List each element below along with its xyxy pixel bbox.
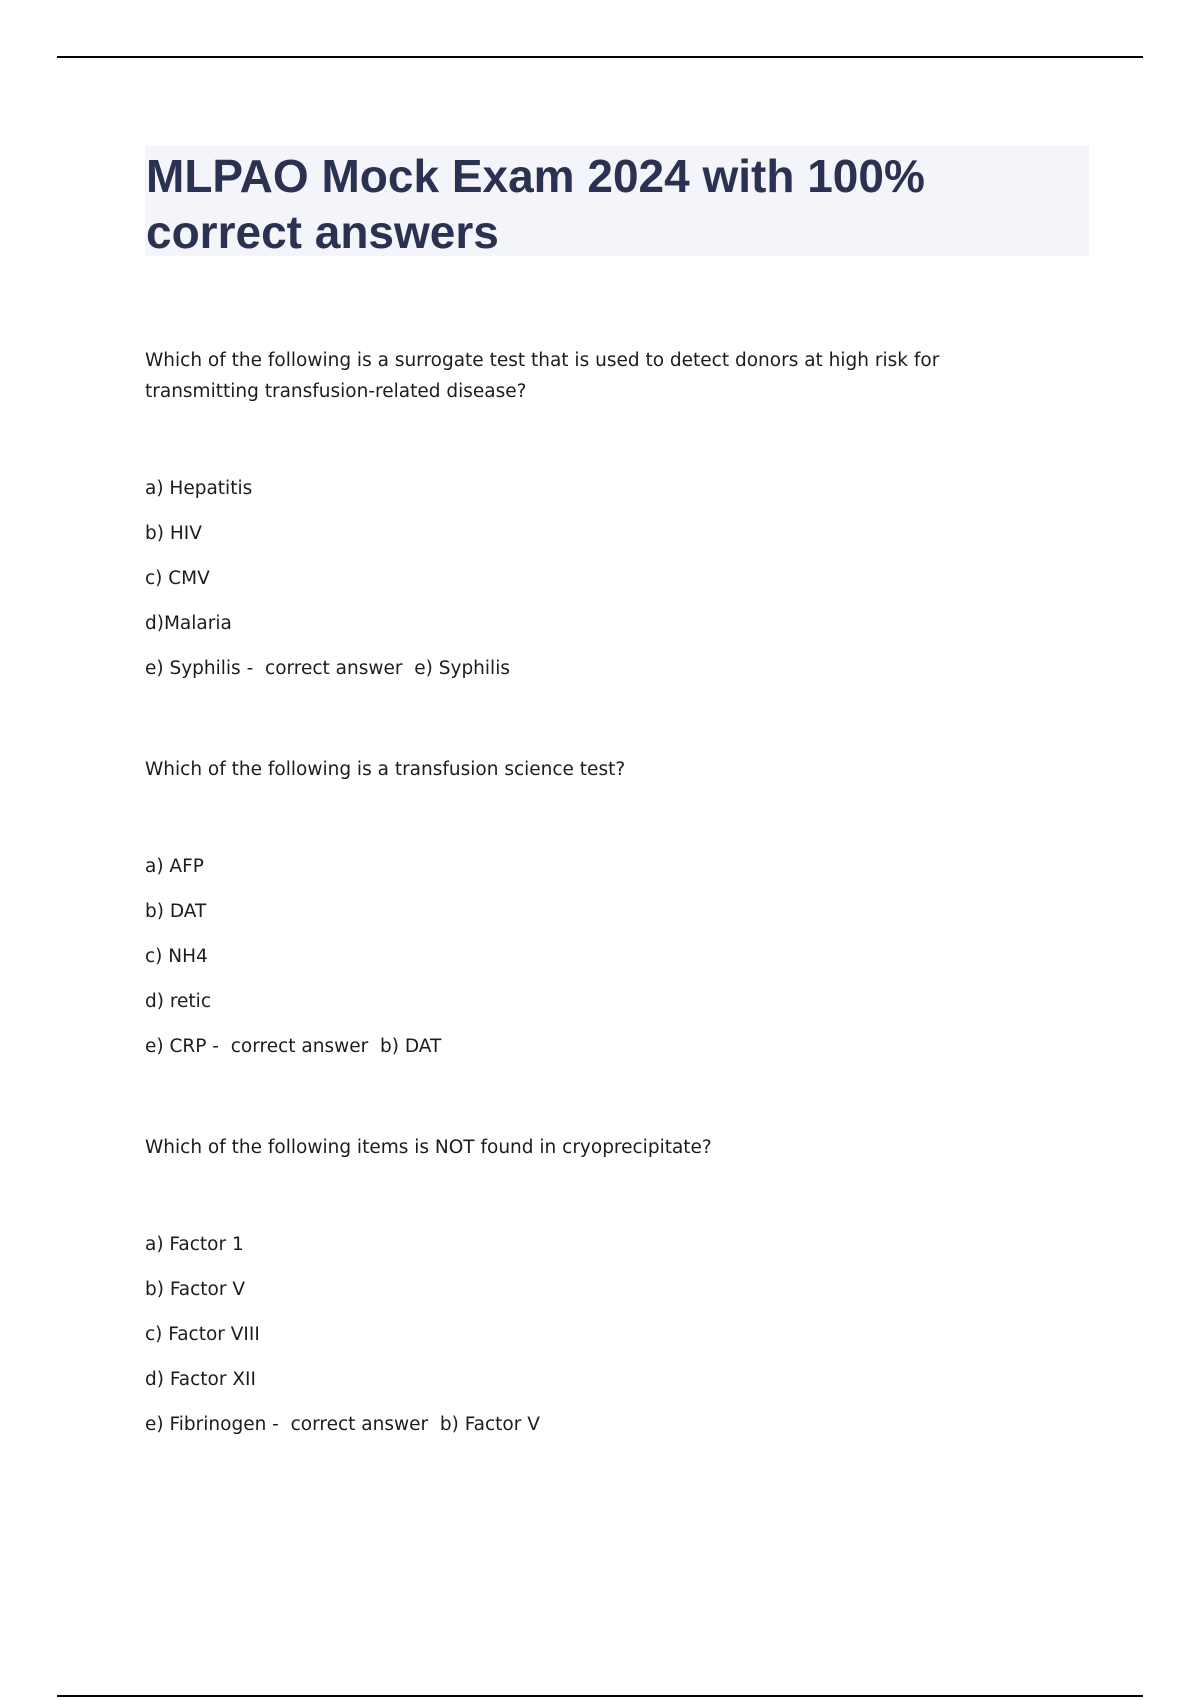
correct-answer: e) Syphilis bbox=[408, 658, 510, 679]
question-text: Which of the following is a surrogate test that is used to detect donors at high risk for transmitting transfusion-related disease? bbox=[145, 350, 940, 402]
answer-label: correct answer bbox=[224, 1036, 375, 1057]
correct-answer: b) DAT bbox=[374, 1036, 442, 1057]
option-a: a) Factor 1 bbox=[145, 1234, 244, 1255]
answer-line bbox=[145, 1409, 1045, 1440]
answer-line bbox=[145, 653, 1045, 684]
option-d: d)Malaria bbox=[145, 613, 232, 634]
answer-label: correct answer bbox=[259, 658, 409, 679]
option-c: c) Factor VIII bbox=[145, 1324, 260, 1345]
document-body bbox=[145, 345, 1045, 1510]
document-title: MLPAO Mock Exam 2024 with 100% correct answers bbox=[146, 150, 925, 258]
header-rule bbox=[57, 56, 1143, 58]
option-a: a) Hepatitis bbox=[145, 478, 253, 499]
footer-rule bbox=[57, 1695, 1143, 1697]
question-text: Which of the following items is NOT found in cryoprecipitate? bbox=[145, 1137, 712, 1158]
option-a: a) AFP bbox=[145, 856, 204, 877]
question-text: Which of the following is a transfusion science test? bbox=[145, 759, 626, 780]
question-block-3 bbox=[145, 1132, 1045, 1440]
option-c: c) CMV bbox=[145, 568, 210, 589]
option-b: b) DAT bbox=[145, 901, 207, 922]
correct-answer: b) Factor V bbox=[434, 1414, 540, 1435]
option-e: e) Fibrinogen - bbox=[145, 1414, 285, 1435]
question-block-1 bbox=[145, 345, 1045, 684]
answer-line bbox=[145, 1031, 1045, 1062]
option-c: c) NH4 bbox=[145, 946, 208, 967]
option-e: e) CRP - bbox=[145, 1036, 225, 1057]
option-b: b) Factor V bbox=[145, 1279, 246, 1300]
option-b: b) HIV bbox=[145, 523, 202, 544]
option-d: d) retic bbox=[145, 991, 211, 1012]
option-d: d) Factor XII bbox=[145, 1369, 256, 1390]
question-block-2 bbox=[145, 754, 1045, 1062]
option-e: e) Syphilis - bbox=[145, 658, 260, 679]
answer-label: correct answer bbox=[284, 1414, 434, 1435]
